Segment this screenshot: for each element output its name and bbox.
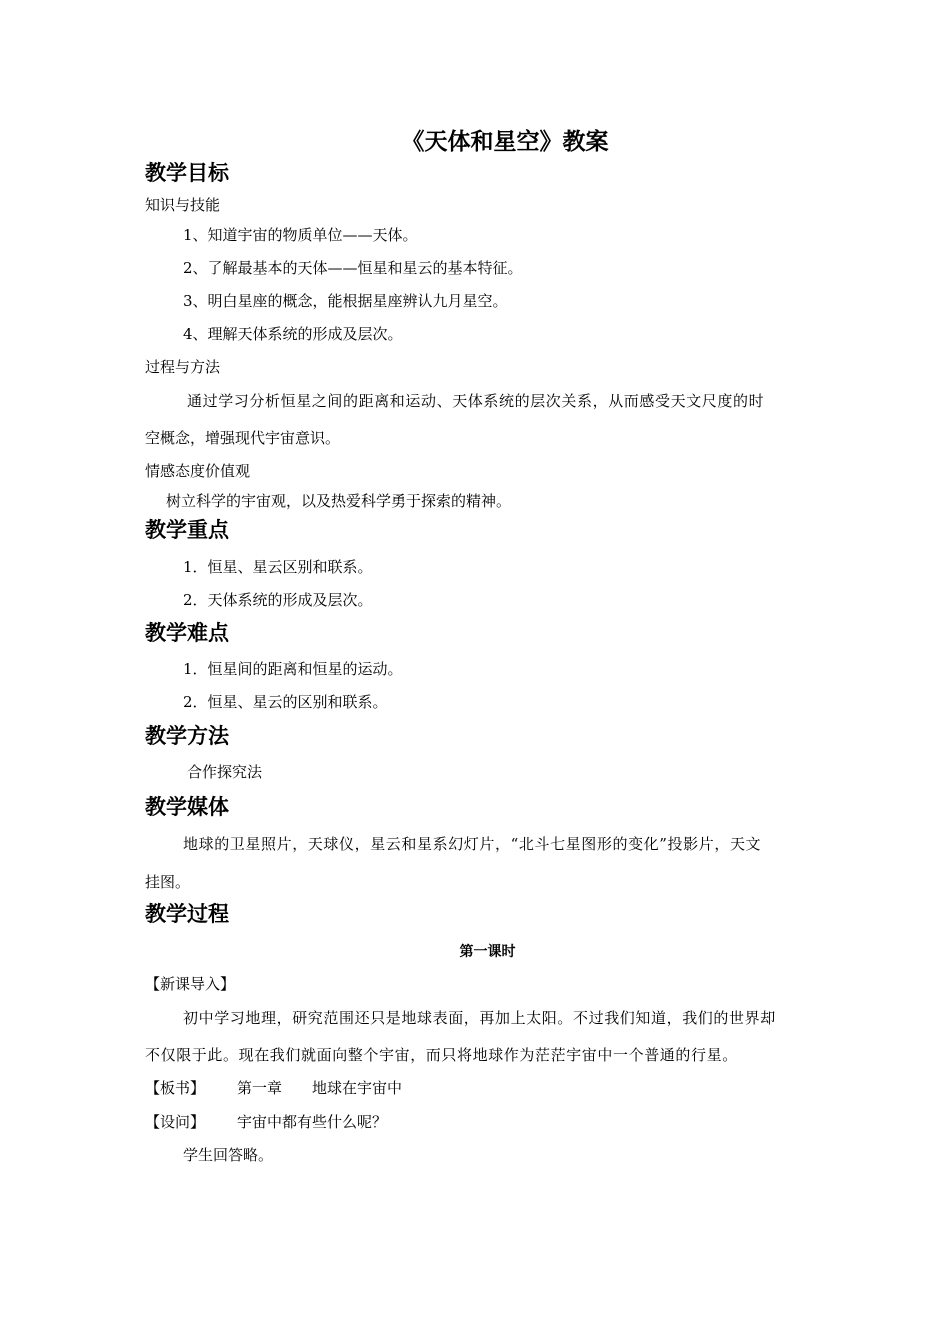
- intro-text-line-1: 初中学习地理，研究范围还只是地球表面，再加上太阳。不过我们知道，我们的世界却: [183, 1009, 776, 1027]
- intro-text-line-2: 不仅限于此。现在我们就面向整个宇宙，而只将地球作为茫茫宇宙中一个普通的行星。: [145, 1046, 738, 1064]
- heading-media: 教学媒体: [145, 795, 229, 819]
- label-emotion-values: 情感态度价值观: [145, 462, 251, 480]
- objective-item-1: 1、知道宇宙的物质单位——天体。: [183, 226, 418, 244]
- media-text-line-2: 挂图。: [145, 873, 191, 891]
- label-knowledge-skills: 知识与技能: [145, 196, 221, 214]
- label-question: 【设问】: [145, 1113, 206, 1131]
- difficulty-1: 1．恒星间的距离和恒星的运动。: [183, 660, 403, 678]
- document-title: 《天体和星空》教案: [401, 129, 609, 155]
- process-text-line-2: 空概念，增强现代宇宙意识。: [145, 429, 341, 447]
- label-board: 【板书】: [145, 1079, 206, 1097]
- heading-objectives: 教学目标: [145, 161, 229, 185]
- label-new-lesson-intro: 【新课导入】: [145, 975, 236, 993]
- lesson-title: 第一课时: [459, 944, 516, 960]
- question-text: 宇宙中都有些什么呢？: [237, 1113, 388, 1131]
- heading-difficulties: 教学难点: [145, 621, 229, 645]
- label-process-method: 过程与方法: [145, 358, 221, 376]
- answer-text: 学生回答略。: [183, 1146, 274, 1164]
- heading-methods: 教学方法: [145, 724, 229, 748]
- objective-item-4: 4、理解天体系统的形成及层次。: [183, 325, 403, 343]
- heading-teaching-process: 教学过程: [145, 902, 229, 926]
- board-text: 第一章 地球在宇宙中: [237, 1079, 403, 1097]
- heading-key-points: 教学重点: [145, 518, 229, 542]
- key-point-2: 2．天体系统的形成及层次。: [183, 591, 373, 609]
- objective-item-2: 2、了解最基本的天体——恒星和星云的基本特征。: [183, 259, 523, 277]
- process-text-line-1: 通过学习分析恒星之间的距离和运动、天体系统的层次关系，从而感受天文尺度的时: [187, 392, 765, 410]
- emotion-text: 树立科学的宇宙观，以及热爱科学勇于探索的精神。: [166, 492, 512, 510]
- methods-text: 合作探究法: [187, 763, 263, 781]
- difficulty-2: 2．恒星、星云的区别和联系。: [183, 693, 388, 711]
- objective-item-3: 3、明白星座的概念，能根据星座辨认九月星空。: [183, 292, 508, 310]
- key-point-1: 1．恒星、星云区别和联系。: [183, 558, 373, 576]
- media-text-line-1: 地球的卫星照片，天球仪，星云和星系幻灯片，“北斗七星图形的变化”投影片，天文: [183, 835, 762, 853]
